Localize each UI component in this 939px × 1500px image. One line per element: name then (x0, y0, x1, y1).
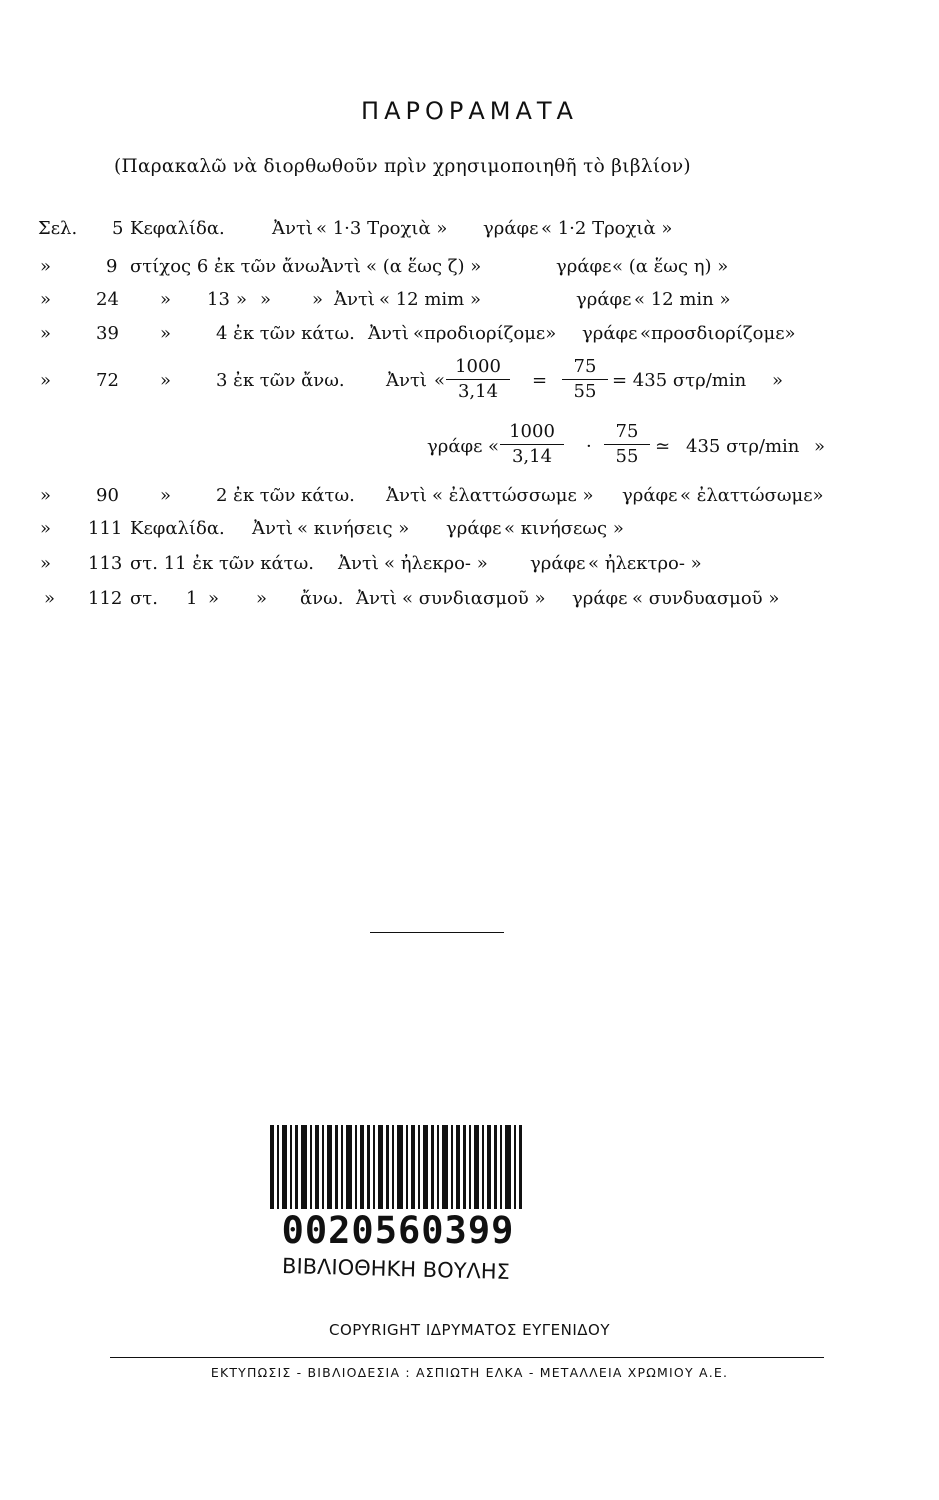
errata-row (0, 588, 939, 614)
instead-label: Ἀντὶ (368, 323, 409, 344)
denominator: 55 (615, 446, 639, 467)
write-label: γράφε (427, 436, 483, 457)
write-label: γράφε (556, 256, 612, 277)
wrong-text: « (α ἕως ζ) » (366, 256, 482, 277)
correct-text: « 1·2 Τροχιὰ » (541, 218, 673, 239)
subtitle: (Παρακαλῶ νὰ διορθωθοῦν πρὶν χρησιμοποιηθῆ τὸ βιβλίον) (114, 156, 691, 177)
line-number: 1 (186, 588, 198, 609)
wrong-text: «προδιορίζομε» (413, 323, 557, 344)
errata-row (0, 289, 939, 315)
write-label: γράφε (582, 323, 638, 344)
instead-label: Ἀντὶ (338, 553, 379, 574)
location: στ. 11 ἐκ τῶν κάτω. (130, 553, 315, 574)
instead-label: Ἀντὶ (356, 588, 397, 609)
correct-text: «προσδιορίζομε» (640, 323, 796, 344)
errata-row (0, 256, 939, 282)
ditto-mark: » (256, 588, 268, 609)
page-number: 39 (96, 323, 119, 344)
ditto-mark: » (44, 588, 56, 609)
correct-text: « (α ἕως η) » (612, 256, 729, 277)
errata-row (0, 356, 939, 412)
footer-rule (110, 1357, 824, 1358)
ditto-mark: » (40, 485, 52, 506)
write-label: γράφε (576, 289, 632, 310)
fraction (500, 421, 564, 468)
section-divider (370, 932, 504, 933)
write-label: γράφε (530, 553, 586, 574)
instead-label: Ἀντὶ (320, 256, 361, 277)
correct-text: « ἠλεκτρο- » (588, 553, 702, 574)
numerator: 1000 (455, 356, 501, 377)
location: ἄνω. (300, 588, 344, 609)
location: Κεφαλίδα. (130, 518, 225, 539)
instead-label: Ἀντὶ (272, 218, 313, 239)
correct-text: « συνδυασμοῦ » (632, 588, 780, 609)
ditto-mark: » (160, 485, 172, 506)
barcode-number: 0020560399 (281, 1209, 515, 1252)
ditto-mark: » (40, 256, 52, 277)
wrong-text: « ἐλαττώσσωμε » (432, 485, 594, 506)
page-number: 24 (96, 289, 119, 310)
page-number: 90 (96, 485, 119, 506)
equals-sign: = (532, 370, 548, 391)
wrong-text: « 1·3 Τροχιὰ » (316, 218, 448, 239)
wrong-text: « ἠλεκρο- » (384, 553, 488, 574)
correct-text: « 12 min » (634, 289, 731, 310)
correct-text: « ἐλαττώσωμε» (680, 485, 824, 506)
fraction (562, 356, 608, 403)
printer-credit: ΕΚΤΥΠΩΣΙΣ - ΒΙΒΛΙΟΔΕΣΙΑ : ΑΣΠΙΩΤΗ ΕΛΚΑ - ΜΕΤΑΛΛΕΙΑ ΧΡΩΜΙΟΥ Α.Ε. (210, 1365, 729, 1380)
copyright-notice: COPYRIGHT ΙΔΡΥΜΑΤΟΣ ΕΥΓΕΝΙΔΟΥ (329, 1321, 610, 1339)
multiply-dot: · (586, 436, 592, 457)
location: στ. (130, 588, 158, 609)
fraction (446, 356, 510, 403)
wrong-text: « 12 mim » (379, 289, 481, 310)
ditto-mark: » (40, 553, 52, 574)
barcode-label (246, 1117, 542, 1305)
ditto-mark: » (160, 289, 172, 310)
location: 2 ἐκ τῶν κάτω. (216, 485, 355, 506)
ditto-mark: » (312, 289, 324, 310)
approx-sign: ≃ (655, 436, 671, 457)
ditto-mark: » (160, 370, 172, 391)
denominator: 3,14 (457, 381, 499, 402)
location: 3 ἐκ τῶν ἄνω. (216, 370, 345, 391)
errata-row (0, 421, 939, 477)
page-number: 5 (112, 218, 124, 239)
numerator: 75 (573, 356, 597, 377)
numerator: 1000 (509, 421, 555, 442)
library-name: ΒΙΒΛΙΟΘΗΚΗ ΒΟΥΛΗΣ (281, 1254, 511, 1284)
ditto-mark: » (40, 289, 52, 310)
ditto-mark: » (260, 289, 272, 310)
barcode-image (270, 1125, 522, 1209)
numerator: 75 (615, 421, 639, 442)
denominator: 55 (573, 381, 597, 402)
wrong-text: « συνδιασμοῦ » (402, 588, 546, 609)
ditto-mark: » (208, 588, 220, 609)
page-title: ΠΑΡΟΡΑΜΑΤΑ (361, 97, 578, 125)
ditto-mark: » (40, 370, 52, 391)
instead-label: Ἀντὶ (386, 370, 427, 391)
write-label: γράφε (572, 588, 628, 609)
instead-label: Ἀντὶ (252, 518, 293, 539)
location: στίχος 6 ἐκ τῶν ἄνω. (130, 256, 326, 277)
write-label: γράφε (446, 518, 502, 539)
errata-row (0, 553, 939, 579)
instead-label: Ἀντὶ (386, 485, 427, 506)
ditto-mark: » (160, 323, 172, 344)
close-quote: » (814, 436, 826, 457)
fraction (604, 421, 650, 468)
correct-text: « κινήσεως » (504, 518, 624, 539)
write-label: γράφε (622, 485, 678, 506)
page-label: Σελ. (38, 218, 78, 239)
ditto-mark: » (40, 518, 52, 539)
result-text: = 435 στρ/min (612, 370, 747, 391)
page-number: 72 (96, 370, 119, 391)
result-text: 435 στρ/min (686, 436, 800, 457)
line-number: 13 (207, 289, 230, 310)
errata-row (0, 518, 939, 544)
page-number: 113 (88, 553, 123, 574)
page-number: 112 (88, 588, 123, 609)
errata-row (0, 218, 939, 244)
open-quote: « (434, 370, 446, 391)
wrong-text: « κινήσεις » (297, 518, 410, 539)
location: Κεφαλίδα. (130, 218, 225, 239)
ditto-mark: » (236, 289, 248, 310)
open-quote: « (488, 436, 500, 457)
ditto-mark: » (40, 323, 52, 344)
denominator: 3,14 (511, 446, 553, 467)
close-quote: » (772, 370, 784, 391)
instead-label: Ἀντὶ (334, 289, 375, 310)
page-number: 111 (88, 518, 123, 539)
errata-row (0, 485, 939, 511)
location: 4 ἐκ τῶν κάτω. (216, 323, 355, 344)
page-number: 9 (106, 256, 118, 277)
write-label: γράφε (483, 218, 539, 239)
errata-row (0, 323, 939, 349)
